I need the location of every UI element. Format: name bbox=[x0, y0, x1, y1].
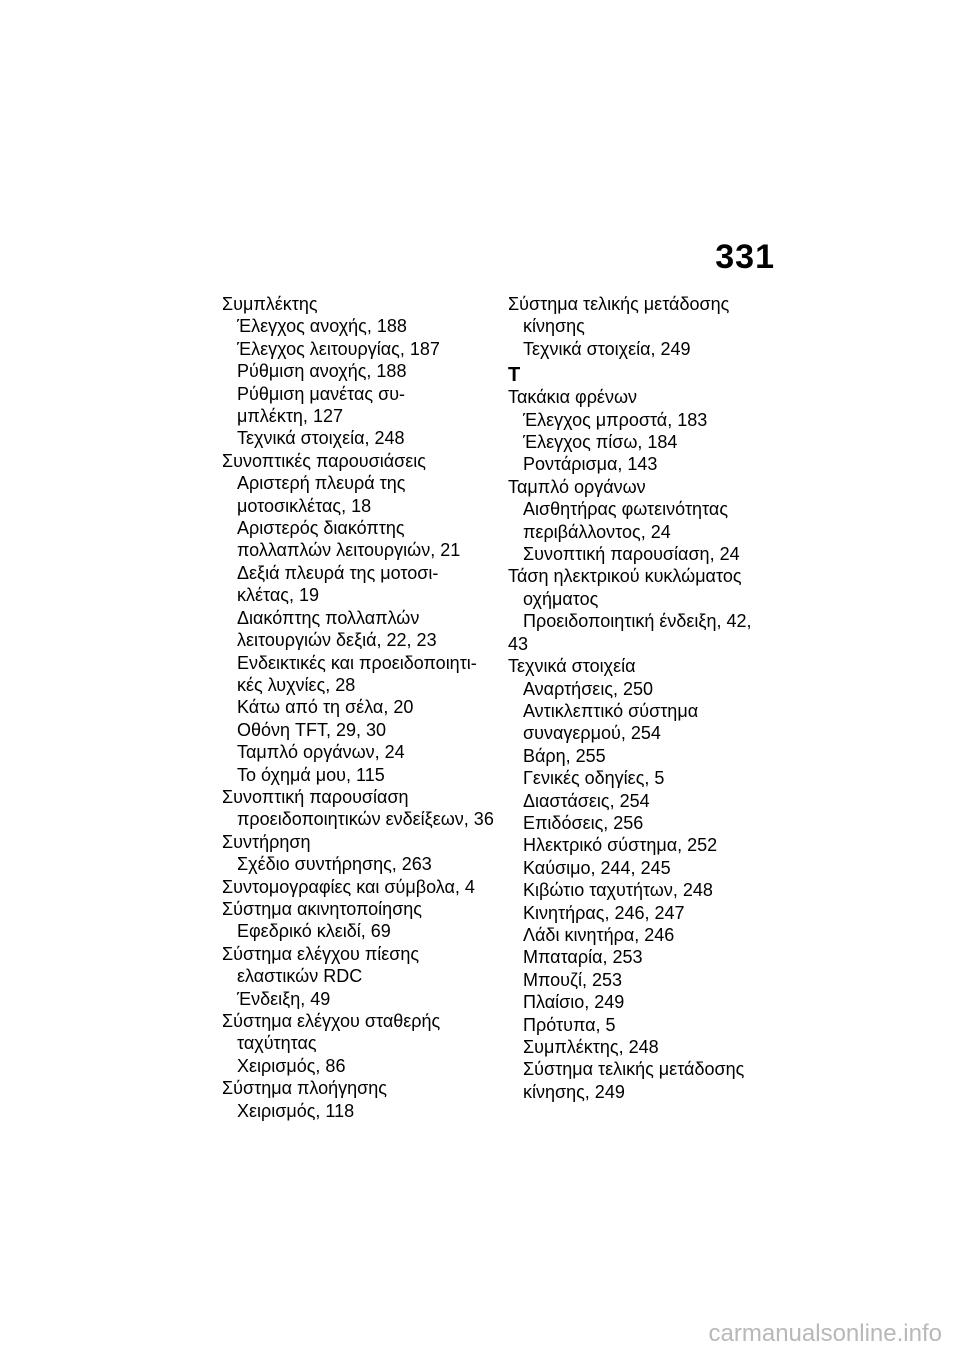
index-subentry: Τεχνικά στοιχεία, 249 bbox=[523, 338, 691, 359]
index-subentry: Εφεδρικό κλειδί, 69 bbox=[237, 921, 391, 942]
index-subentry: Έλεγχος λειτουργίας, 187 bbox=[237, 338, 440, 359]
index-subentry: Συμπλέκτης, 248 bbox=[523, 1037, 659, 1057]
index-entry: Τάση ηλεκτρικού κυκλώματος bbox=[508, 566, 742, 587]
index-subentry: ταχύτητας bbox=[237, 1033, 317, 1054]
index-subentry: Μπουζί, 253 bbox=[523, 969, 622, 990]
index-subentry: Ρύθμιση μανέτας συ- bbox=[237, 383, 406, 404]
index-entry: Σύστημα πλοήγησης bbox=[222, 1078, 387, 1099]
index-subentry: Ένδειξη, 49 bbox=[237, 988, 331, 1009]
index-entry: Συντομογραφίες και σύμβολα, 4 bbox=[222, 876, 475, 897]
index-subentry: Το όχημά μου, 115 bbox=[237, 764, 385, 785]
index-subentry: μοτοσικλέτας, 18 bbox=[237, 495, 372, 516]
index-subentry: κίνησης bbox=[523, 316, 585, 337]
index-subentry: Ενδεικτικές και προειδοποιητι- bbox=[237, 652, 477, 673]
index-entry: Συνοπτικές παρουσιάσεις bbox=[222, 450, 426, 471]
index-subentry: κλέτας, 19 bbox=[237, 585, 319, 606]
index-entry: Τακάκια φρένων bbox=[508, 387, 638, 408]
index-subentry: προειδοποιητικών ενδείξεων, 36 bbox=[237, 809, 494, 830]
index-subentry: Προειδοποιητική ένδειξη, 42, bbox=[523, 611, 752, 632]
index-subentry: Ρύθμιση ανοχής, 188 bbox=[237, 361, 407, 382]
index-letter-heading: T bbox=[508, 364, 521, 387]
index-subentry: Αντικλεπτικό σύστημα bbox=[523, 700, 699, 721]
index-column-left bbox=[222, 293, 502, 1122]
index-subentry: Σύστημα τελικής μετάδοσης bbox=[523, 1059, 745, 1080]
page-number: 331 bbox=[715, 238, 775, 276]
index-column-right bbox=[508, 293, 788, 1103]
index-subentry: Χειρισμός, 118 bbox=[237, 1100, 355, 1121]
index-subentry: Συνοπτική παρουσίαση, 24 bbox=[523, 544, 740, 565]
index-entry: 43 bbox=[508, 633, 529, 654]
index-subentry: συναγερμού, 254 bbox=[523, 723, 661, 744]
index-subentry: Πλαίσιο, 249 bbox=[523, 992, 625, 1013]
index-subentry: μπλέκτη, 127 bbox=[237, 406, 343, 427]
index-subentry: Οθόνη TFT, 29, 30 bbox=[237, 719, 387, 740]
index-subentry: Κινητήρας, 246, 247 bbox=[523, 902, 685, 923]
index-subentry: Αριστερή πλευρά της bbox=[237, 473, 406, 494]
index-subentry: Πρότυπα, 5 bbox=[523, 1014, 616, 1035]
index-subentry: Έλεγχος μπροστά, 183 bbox=[523, 409, 708, 430]
index-subentry: περιβάλλοντος, 24 bbox=[523, 521, 671, 542]
index-subentry: Αριστερός διακόπτης bbox=[237, 518, 405, 539]
watermark: carmanualsonline.info bbox=[708, 1320, 942, 1347]
index-subentry: Ταμπλό οργάνων, 24 bbox=[237, 742, 405, 763]
index-subentry: Ηλεκτρικό σύστημα, 252 bbox=[523, 835, 718, 856]
index-entry: Ταμπλό οργάνων bbox=[508, 476, 646, 497]
index-subentry: Έλεγχος ανοχής, 188 bbox=[237, 316, 407, 337]
index-subentry: οχήματος bbox=[523, 588, 599, 609]
index-subentry: κίνησης, 249 bbox=[523, 1081, 625, 1102]
index-subentry: Έλεγχος πίσω, 184 bbox=[523, 432, 678, 453]
index-subentry: Διαστάσεις, 254 bbox=[523, 790, 650, 811]
index-subentry: Δεξιά πλευρά της μοτοσι- bbox=[237, 562, 439, 583]
index-subentry: κές λυχνίες, 28 bbox=[237, 674, 356, 695]
index-subentry: Χειρισμός, 86 bbox=[237, 1055, 346, 1076]
index-entry: Σύστημα ακινητοποίησης bbox=[222, 898, 422, 919]
index-subentry: Αισθητήρας φωτεινότητας bbox=[523, 499, 728, 520]
index-subentry: Λάδι κινητήρα, 246 bbox=[523, 924, 675, 945]
index-subentry: Σχέδιο συντήρησης, 263 bbox=[237, 854, 432, 875]
index-subentry: Καύσιμο, 244, 245 bbox=[523, 857, 671, 878]
index-entry: Συμπλέκτης bbox=[222, 294, 318, 314]
index-subentry: ελαστικών RDC bbox=[237, 966, 363, 987]
index-subentry: Κιβώτιο ταχυτήτων, 248 bbox=[523, 880, 713, 901]
index-subentry: Τεχνικά στοιχεία, 248 bbox=[237, 428, 405, 449]
index-subentry: λειτουργιών δεξιά, 22, 23 bbox=[237, 630, 437, 651]
index-subentry: Γενικές οδηγίες, 5 bbox=[523, 768, 665, 789]
index-entry: Τεχνικά στοιχεία bbox=[508, 656, 636, 677]
index-subentry: Βάρη, 255 bbox=[523, 745, 606, 766]
index-entry: Σύστημα ελέγχου πίεσης bbox=[222, 943, 420, 964]
index-subentry: πολλαπλών λειτουργιών, 21 bbox=[237, 540, 461, 561]
index-entry: Σύστημα ελέγχου σταθερής bbox=[222, 1011, 441, 1031]
index-entry: Συντήρηση bbox=[222, 831, 311, 852]
index-subentry: Επιδόσεις, 256 bbox=[523, 812, 644, 833]
index-subentry: Ροντάρισμα, 143 bbox=[523, 454, 658, 475]
index-subentry: Αναρτήσεις, 250 bbox=[523, 678, 654, 699]
index-entry: Συνοπτική παρουσίαση bbox=[222, 786, 409, 807]
index-subentry: Διακόπτης πολλαπλών bbox=[237, 607, 420, 628]
index-entry: Σύστημα τελικής μετάδοσης bbox=[508, 294, 730, 314]
index-subentry: Κάτω από τη σέλα, 20 bbox=[237, 697, 414, 718]
index-subentry: Μπαταρία, 253 bbox=[523, 947, 643, 968]
